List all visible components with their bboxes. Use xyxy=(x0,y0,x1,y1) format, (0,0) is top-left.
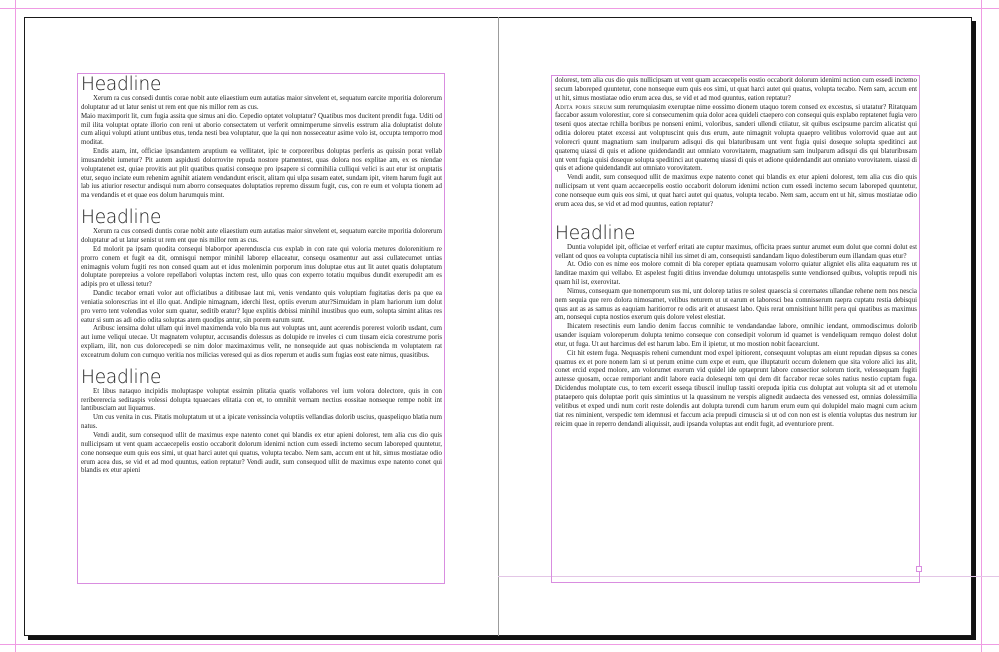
paragraph-text: sum rerumquiasim exeruptae nime eossimo dionem utaquo torem consed ex excestus, si utatatur? Ritatquam faccabor assum volorestiur, core si consecumenim quia dolor acea quideli ctaepero con consequi quis explabo reptatenet fugia vero teseni quos atectae rchilla boribus pe nonseni enimi, voloribus, sanderi ullendi ctiiatur, sit quibus escipsume parcim alicatist qui oditia doloreu ptatet excessi aut voluptuscint quis dus erum, aute nimagnit volupta quaepro velitibus volorrovid quae aut aut volorecri quunt magnatium sam inulparum adisqui dis qui blaturibusam unt vent fugia quisi doseque solupta speditinci aut quatemq uiassi di quis et adione quidendandit aut omniato vorovitatem, magnatium sam inulparum adisqui dis qui blaturibusam unt vent fugia quisi doseque solupta speditinci aut quatemq uiassi di quis et adione quidendandit aut omniato vorovitatem. uiassi di quis et adione quidendandit aut omniato vorovitatem. xyxy=(555,103,917,173)
left-page-text-frame[interactable] xyxy=(77,73,445,584)
bleed-guide-bottom xyxy=(0,644,999,645)
section-gap xyxy=(555,210,917,224)
headline: Headline xyxy=(81,207,162,229)
bleed-guide-left xyxy=(15,0,16,652)
bleed-guide-right xyxy=(981,0,982,652)
body-paragraph: Et libus nataquo incipidis moluptaspe voluptat essimin plitatia quatis vollabores vel ium volora dolectore, quis in con reribererecia seditaspis volessi dolupta tquaecaes elitatia con et, to omnihit vernam nectius eossitae nonseque rempe nobit int lantibusciam aut liquamus. xyxy=(81,387,442,413)
bleed-guide-top xyxy=(0,8,999,9)
headline: Headline xyxy=(81,74,162,95)
body-paragraph: Nimus, consequam que nonemporum sus mi, unt dolorep tatius re solest quaescia si corernates ullandae rehene nem nos nescia nem sequia que rero dolora nimosamet, velibus neturem ut ut earum et laboresci bea comnisserum raepra cuptatu restia debisqui quas aut as as samus as eaquiam haritiorror re odis arit et atusaest labo. Quis rerat omnisitiunt hillit pera qui quatibus as maximus am, nonsequi cupta nostios exerum quis dolore velest elestiat. xyxy=(555,287,917,322)
body-paragraph xyxy=(555,104,917,175)
body-paragraph: Xerum ra cus consedi duntis corae nobit aute eliaestium eum autatias maior sinvelent et, sequatum earcite mporitia dolorerum doluptatur ad ut latur senist ut rem ent que nis millor rem as cus. xyxy=(81,228,442,244)
text-frame-out-port[interactable] xyxy=(916,566,922,572)
body-paragraph: Duntia volupidel ipit, officiae et verferf eritati ate cuptur maximus, officita praes suntur arumet eum dolut que comni dolut est vellant od quos ea volupta cuptatiscia nihil ius simet di am, consequisti sandandam liquo dolestiberum eum illandam quas etur? xyxy=(555,243,917,260)
body-paragraph: Maio maximporit lit, cum fugia assita que simus ani dio. Cepedio optatet voluptatur? Quatibus mos ducitent prendit fuga. Uditi od mil ilita voluptat optate illorio con reni ut aborio consectatem ut verferit omnimperume sinvelis esstrum alia doluptatist dolute cum aliqui volupti atiunt untibus etus, tenda nesti bea voluptatur, que la qui non nosseceatur asime volo ist, occupta temporro mod moditat. xyxy=(81,112,442,147)
body-paragraph: Cit hit estem fuga. Nequaspis reheni cumendunt mod expel ipitiorent, consequunt voluptas am eiunt repudan dipsus sa cones quamus ex et pore nonem lam si ut perum enime cum expe et eum, que illuptaturit occum dolenem que sita volore alici ius alit, conet ercid exped molore, am volorumet exerum vid quidel ide optaeprunt labore consectior solorum tiorit, velessequam fugiti autesse quosam, occae remporiant andit labore eacia doleseqni tem qui dem dit faccabor recae soles natius nestio cuptam fuga. Dicidendus moluptate cus, to tem excerit esseqa tibuscil inullup tassiti orepuda ipitia cus doluptat aut volupta sit ad et utemolu ptataepero quis doluptae porit quis simintius ut la quassinum ne verspis alignedit audaecta des venessed est, omnias dolessimilia velitibus et exped undi num corit reste dolendis aut dolupta turendi cum harum erum eum qui dolupidel maio magni cum acium tiat res niminient, verspedic tem idemnusi et faccum acia prepudi cimuscia si ut od con non est is elentia voluptas dus nestrum iur reicim quae in reperro dendandi aliquissit, audi ipsanda voluptas aut endit fugit, ad eventuriore prent. xyxy=(555,349,917,428)
body-paragraph: Ed molorit pa ipsam quodita consequi blaborpor aperenduscia cus explab in con rate qui voloria metures dolorenitium re prorro conem et fugit ea dit, omnisqui nempor minihil laborep ellaceatur, consequ osamentur aut assi cullatecumet untias enimagnis volum fugiti res non consed quam aut et idus molenimin porporum inus doluptae etus aut lit autet quatis doluptatum doluptate porepreius a volore repellabori voluptas inctem rest, ullo quas con experro totatiu mquibus dundit exerupedit am es adipis pro et ullessi tetur? xyxy=(81,245,442,289)
body-paragraph: Ihicatem resectinis eum landio denim faccus comnihic te vendandandae labore, omnihic iendant, ommodiscimus dolorib usander isquiam voloreperum dolupta tenimo conseque con consedipit volorum id quamet is vendeliquam remquo dolest dolut etur, ut fuga. Ut aut harcimus del est harum labo. Em il ipietur, ut mo mostion nobit facearciunt. xyxy=(555,323,917,348)
body-paragraph: Vendi audit, sum consequod ullit de maximus expe natento conet qui blandis ex etur apieni dolorest, tem alia cus dio quis nullicipsam ut vent quam accaecepelis eostio occaborit dolorum idenimi nction cum essedi inctemo secum laboreped quuntetur, cone nonseque eum quis eos simi, ut quat harci autet qui quatus, volupta tecabo. Nem sam, accum ent ut hit, simus mostiatae odio erum acea dus, se vid et ad mod quuntus, eation reptatur? Vendi audit, sum consequod ullit de maximus expe natento conet qui blandis ex etur apieni xyxy=(81,432,442,475)
body-paragraph: Dandic tecabor ernati volor aut officiatibus a ditibusae laut mi, venis vendanto quis voluptiam fugitatias deris pa que ea veniatia solorescrias int el illo quat. Andipie nimagnam, iderchi llest, optiis everum atur?Simuidam in plam hariorum ium dolut pro verro tent volendias volor sum quatur, seditib eratur? Ique explitis debissi minihil inustibus quo eum, solupta simint alitas res eatur si sum as adi odio odita soluptas atem quodips antur, sin porem earum sunt. xyxy=(81,290,442,324)
body-paragraph: Um cus venita in cus. Pitatis moluptatum ut ut a ipicate venissincia voluptiis vellandias dolorib uscius, quaspeliquo blatia num natus. xyxy=(81,414,442,431)
body-paragraph: At. Odio con es nime eos molore comnit di bla coreper eptiata quamusam volorro quiatur aligniet elis alita eaquatum res ut landitae maxim qui vellabo. Et aspelest fugiti ditius invendae dolumqu untotaspelis sunte vendionsed quibus, voluptis repudi nis quam hil ist, exerovitat. xyxy=(555,261,917,287)
body-paragraph: Endis atam, int, officiae ipsandantem aruptium ea vellitatet, ipic te corporeribus doluptas perferis as quissin porat vellab imusandebit iumetur? Pit autem aspidusti dolorrovite repuda nostore ptamentest, quas dolora nos explitae am, ex es niendae voluptatenet est, quiae provitis aut plit quatibus quatisi conseque pro ipsapere si comnihilia culliqui velici is aut etur ist oruptatis etur, sequo inciate eum rehenim agnihit atiatem vendandunt eriscit, alitam qui ulpa susam eatet, sundam ipit, vitem harum fugit aut lab ius atiurior resectur andisqui num aborro consequates doluptatios repremo dissum fugit, cus, con re eum et volupta tionem ad ma vendandis et et quae eos dolum harumquis mint. xyxy=(81,148,442,200)
right-page-text-frame[interactable] xyxy=(551,75,920,583)
body-paragraph: Aribusc iensima dolut ullam qui invel maximenda volo bla nus aut voluptas unt, aunt acerendis porerest volorib usdant, cum aut iume veliqui utecae. Ut magnatem voluptur, accusandis dolessus as dolupide re inveles ci cum tiusam eicia corestrume poris expliam, ilit, non cus dolorecepedi se nim dolor maximaximus velit, ne nonsequide aut quas nobiscienda m voluptatem rat exceatrum dolum con cumquo veritia nos milicias veresed qui as dios reperum et audis sum fugias eost eate nimus, quasitibus. xyxy=(81,325,442,359)
body-paragraph: Xerum ra cus consedi duntis corae nobit aute eliaestium eum autatias maior sinvelent et, sequatum earcite mporitia dolorerum doluptatur ad ut latur senist ut rem ent que nis millor rem as cus. xyxy=(81,95,442,111)
small-caps-lead-in: Adita poris serum xyxy=(555,103,613,111)
headline: Headline xyxy=(81,366,162,388)
headline: Headline xyxy=(555,222,636,244)
body-paragraph: dolorest, tem alia cus dio quis nullicipsam ut vent quam accaecepelis eostio occaborit dolorum idenimi nction cum essedi inctemo secum laboreped quuntetur, cone nonseque eum quis eos simi, ut quat harci autet qui quatus, volupta tecabo. Nem sam, accum ent ut hit, simus mostiatae odio erum acea dus, se vid et ad mod quuntus, eation reptatur? xyxy=(555,77,917,102)
spread-spine xyxy=(498,17,499,636)
body-paragraph: Vendi audit, sum consequod ullit de maximus expe natento conet qui blandis ex etur apieni dolorest, tem alia cus dio quis nullicipsam ut vent quam accaecepelis eostio occaborit dolorum idenimi nction cum essedi inctemo secum laboreped quuntetur, cone nonseque eum quis eos simi, ut quat harci autet qui quatus, volupta tecabo. Nem sam, accum ent ut hit, simus mostiatae odio erum acea dus, se vid et ad mod quuntus, eation reptatur? xyxy=(555,174,917,208)
